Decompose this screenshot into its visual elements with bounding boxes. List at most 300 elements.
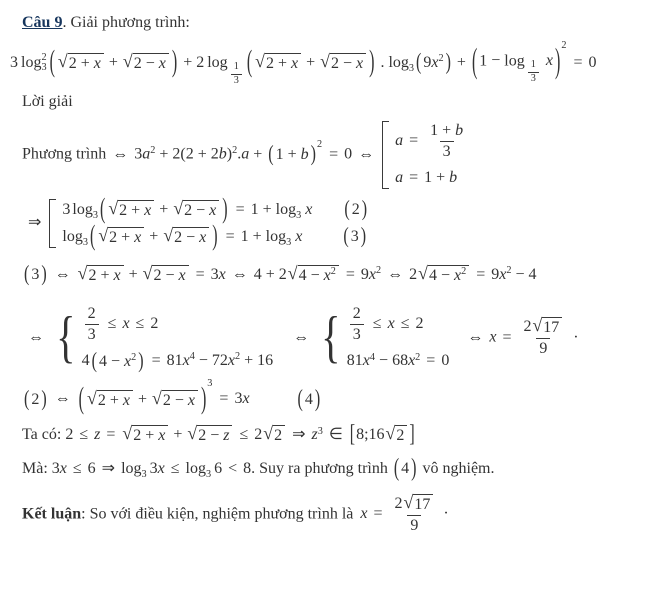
variable: z	[94, 426, 101, 444]
relation: =	[476, 265, 486, 283]
group-content	[85, 389, 200, 411]
text: 2	[506, 265, 512, 277]
text: 3	[408, 63, 415, 75]
radicand	[133, 53, 169, 73]
text: ·	[573, 328, 579, 346]
variable: a	[142, 145, 151, 163]
relation: =	[502, 328, 512, 346]
group-content	[422, 52, 444, 74]
radicand	[330, 53, 366, 73]
radical-sign: √	[98, 225, 109, 246]
variable: a	[395, 169, 404, 187]
operator: +	[265, 265, 275, 283]
numerator	[350, 304, 364, 324]
operator: +	[159, 145, 169, 163]
parenthesized-group	[78, 378, 213, 416]
text: 3	[31, 266, 40, 284]
variable: b	[449, 169, 458, 187]
variable: b	[218, 145, 227, 163]
group-content	[400, 458, 410, 480]
radicand	[152, 265, 188, 285]
text: vô nghiệm.	[418, 459, 495, 477]
text: Lời giải	[22, 93, 73, 111]
text: 3	[317, 425, 323, 437]
text: 2	[210, 145, 219, 163]
operator: +	[456, 53, 466, 71]
variable: x	[362, 352, 370, 370]
relation: ⇔	[293, 328, 310, 346]
relation: ⇔	[231, 265, 248, 283]
radicand	[273, 425, 285, 445]
left-square-bracket	[49, 199, 56, 248]
text: 2	[97, 391, 106, 409]
text: 16	[257, 352, 274, 370]
square-root	[255, 53, 301, 73]
operator: +	[253, 145, 263, 163]
text: 2	[88, 267, 97, 285]
variable: x	[360, 505, 368, 523]
radical-sign: √	[173, 198, 184, 219]
superscript	[131, 353, 136, 363]
operator: +	[159, 201, 169, 219]
subscript	[142, 470, 147, 480]
radicand	[183, 200, 219, 220]
text: 81	[166, 352, 183, 370]
square-root	[418, 265, 469, 285]
relation: =	[329, 145, 339, 163]
variable: x	[387, 315, 395, 333]
parenthesized-group	[342, 226, 367, 248]
left-curly-brace: {	[56, 305, 76, 369]
relation: ≤	[72, 459, 82, 477]
variable: x	[218, 265, 226, 283]
text: 1	[275, 146, 284, 164]
equation-step-6	[22, 421, 659, 448]
text: 4	[81, 352, 90, 370]
text: log	[72, 200, 93, 218]
equation-step-4	[22, 304, 659, 372]
left-curly-brace: {	[321, 305, 341, 369]
radical-sign: √	[385, 423, 396, 444]
superscript	[235, 352, 240, 362]
text: 2	[396, 427, 405, 445]
operator: +	[306, 54, 316, 72]
fence-open-paren: (	[91, 349, 97, 373]
case-row	[395, 121, 469, 162]
relation: =	[373, 505, 383, 523]
variable: x	[158, 55, 166, 73]
text: 2	[409, 265, 418, 283]
group-content	[106, 199, 221, 221]
square-root	[173, 200, 219, 220]
variable: x	[545, 52, 553, 70]
case-rows	[395, 121, 469, 189]
text: 2	[153, 267, 162, 285]
operator: +	[149, 228, 159, 246]
denominator	[350, 324, 364, 345]
operator: −	[145, 55, 155, 73]
variable: x	[356, 55, 364, 73]
text: log	[21, 53, 42, 71]
text: 2	[278, 265, 287, 283]
parenthesized-group	[415, 52, 452, 74]
relation: ≤	[400, 315, 410, 333]
group-content	[30, 389, 40, 411]
relation: ∈	[328, 426, 343, 444]
text: 1	[250, 200, 259, 218]
text: log	[388, 53, 409, 71]
group-exponent	[317, 140, 322, 150]
square-root	[86, 387, 133, 410]
parenthesized-group	[23, 264, 48, 286]
text: 3	[530, 72, 536, 84]
text: 4	[253, 265, 262, 283]
radical-sign: √	[403, 492, 414, 513]
text: 2	[438, 53, 444, 65]
case-row	[347, 350, 450, 372]
superscript	[150, 146, 155, 156]
text: 3	[41, 62, 47, 74]
text: 1	[240, 227, 249, 245]
relation: ⇒	[292, 426, 306, 444]
parenthesized-group	[49, 46, 179, 79]
fence-open-paren: (	[24, 387, 30, 411]
operator: +	[137, 390, 147, 408]
variable: x	[431, 54, 439, 72]
variable: x	[242, 390, 250, 408]
radical-sign: √	[163, 225, 174, 246]
text: 2	[131, 351, 137, 363]
variable: x	[368, 265, 377, 283]
variable: b	[300, 146, 309, 164]
fence-close-paren: )	[411, 455, 417, 483]
fence-open-bracket: [	[349, 421, 356, 448]
text: 2	[561, 40, 567, 52]
text: 3	[92, 210, 98, 222]
text: 9	[423, 54, 432, 72]
text: 2	[274, 427, 283, 445]
problem-heading	[22, 12, 659, 34]
text: 0	[588, 53, 597, 71]
radical-sign: √	[108, 198, 119, 219]
superscript	[415, 353, 420, 363]
variable: x	[454, 267, 462, 285]
radicand	[265, 53, 301, 73]
operator: −	[379, 352, 389, 370]
text: log	[121, 459, 142, 477]
subscript	[286, 238, 291, 248]
relation: ⇔	[467, 328, 484, 346]
variable: x	[323, 267, 331, 285]
group-exponent	[561, 41, 566, 51]
fence-close-paren: )	[138, 349, 144, 373]
fence-open-paren: (	[24, 262, 30, 287]
operator: +	[262, 200, 272, 218]
denominator	[528, 72, 539, 86]
text: 3	[210, 265, 219, 283]
equation-step-5	[22, 378, 659, 416]
equation-step-2	[22, 194, 659, 252]
fence-open-paren: (	[49, 46, 55, 79]
text: 2	[41, 51, 47, 63]
parenthesized-group	[246, 46, 376, 79]
superscript	[506, 266, 511, 276]
text: log	[265, 227, 287, 245]
text: 2	[352, 305, 361, 323]
fence-open-paren: (	[393, 455, 400, 483]
square-root	[404, 494, 434, 514]
fraction	[392, 494, 438, 536]
relation: =	[573, 53, 583, 71]
operator: +	[108, 54, 118, 72]
operator: +	[244, 352, 254, 370]
radical-sign: √	[122, 51, 133, 72]
text: log	[275, 200, 297, 218]
numerator	[231, 61, 242, 74]
text: 9	[360, 265, 369, 283]
operator: −	[110, 352, 121, 370]
variable: x	[227, 352, 235, 370]
text: 3	[296, 210, 302, 222]
relation: =	[426, 352, 436, 370]
parenthesized-group	[297, 386, 322, 412]
relation: ≤	[79, 426, 89, 444]
superscript	[376, 266, 381, 276]
square-root	[320, 53, 366, 73]
text: 2(2	[172, 145, 194, 163]
square-root	[108, 200, 154, 220]
relation: ⇔	[387, 265, 404, 283]
case-row	[82, 304, 273, 345]
text: .	[237, 145, 242, 163]
case-row	[82, 350, 273, 372]
relation: ⇔	[358, 145, 375, 163]
case-row	[395, 167, 469, 189]
operator: +	[131, 202, 141, 220]
numerator	[392, 494, 438, 515]
case-rows	[62, 194, 369, 252]
text: 3	[149, 459, 158, 477]
superscript	[438, 54, 443, 64]
text: 3	[141, 469, 147, 481]
text: 2	[31, 390, 40, 408]
radical-sign: √	[320, 51, 330, 72]
text: 2	[254, 426, 263, 444]
operator: −	[165, 267, 175, 285]
variable: x	[157, 459, 165, 477]
operator: +	[173, 426, 183, 444]
fraction	[528, 59, 539, 86]
text: 2	[351, 201, 360, 219]
variable: x	[122, 315, 130, 333]
radicand	[298, 265, 339, 285]
fence-close-paren: )	[369, 46, 375, 79]
parenthesized-group	[23, 389, 48, 411]
variable: x	[295, 227, 303, 245]
square-root	[187, 425, 232, 445]
superscript	[190, 352, 195, 362]
case-rows	[347, 304, 450, 372]
text: 2	[68, 55, 77, 73]
text: 3	[87, 326, 96, 344]
fence-close-paren: )	[200, 382, 207, 416]
variable: a	[395, 132, 404, 150]
radicand	[413, 494, 433, 514]
square-root	[263, 425, 285, 445]
radicand	[173, 227, 209, 247]
text: )	[226, 145, 233, 163]
subscript	[206, 470, 211, 480]
fence-close-paren: )	[310, 142, 316, 167]
text: 2	[196, 53, 205, 71]
fraction	[231, 61, 242, 88]
radical-sign: √	[142, 263, 153, 284]
parenthesized-group	[91, 351, 145, 373]
text: 3	[442, 143, 451, 161]
operator: +	[128, 265, 138, 283]
text: log	[207, 53, 228, 71]
text: 4	[428, 267, 437, 285]
variable: x	[182, 352, 190, 370]
text: 17	[414, 496, 431, 514]
operator: +	[197, 145, 207, 163]
text: Kết luận	[22, 505, 82, 523]
case-row	[62, 194, 369, 225]
text: 8;16	[356, 426, 385, 444]
text: 1	[233, 61, 239, 73]
text: Mà:	[22, 459, 52, 477]
text: 81	[346, 352, 363, 370]
fence-close-paren: )	[212, 221, 218, 252]
text: 2	[150, 144, 156, 156]
text: 6	[214, 459, 223, 477]
operator: +	[252, 227, 262, 245]
square-root	[163, 227, 209, 247]
relation: ≤	[107, 315, 117, 333]
relation: =	[409, 132, 419, 150]
square-root	[122, 425, 168, 445]
variable: z	[223, 427, 230, 445]
group-content	[478, 50, 554, 84]
text: 2	[330, 55, 339, 73]
radical-sign: √	[77, 263, 88, 284]
variable: b	[455, 122, 464, 140]
alternatives-bracket-group	[382, 121, 469, 189]
system-brace-group	[317, 304, 449, 372]
relation: =	[151, 352, 161, 370]
group-content	[98, 351, 137, 373]
variable: x	[59, 459, 67, 477]
text: 3	[51, 459, 60, 477]
text: 3	[62, 200, 71, 218]
fence-open-paren: (	[416, 50, 422, 75]
group-content	[56, 52, 171, 74]
variable: x	[489, 328, 497, 346]
fraction	[520, 317, 566, 359]
variable: x	[199, 229, 207, 247]
conclusion-line	[22, 494, 659, 536]
relation: <	[228, 459, 238, 477]
operator: +	[109, 391, 119, 409]
fence-close-paren: )	[361, 197, 368, 222]
numerator	[520, 317, 566, 338]
superscript	[461, 267, 466, 277]
fence-close-paren: )	[41, 387, 47, 411]
subscript	[296, 211, 301, 221]
left-square-bracket	[382, 121, 389, 189]
text: 9	[491, 265, 500, 283]
numerator	[427, 121, 466, 141]
relation: ⇒	[101, 459, 116, 477]
text: Câu 9	[22, 14, 63, 31]
equation-step-3	[22, 264, 659, 286]
fence-open-paren: (	[78, 382, 84, 416]
text: 2	[376, 265, 382, 277]
text: . Suy ra phương trình	[251, 459, 392, 477]
relation: =	[219, 390, 229, 408]
parenthesized-group	[267, 138, 323, 167]
text: 2	[316, 138, 323, 150]
subscript	[525, 59, 542, 86]
relation: ≤	[135, 315, 145, 333]
text: : So với điều kiện, nghiệm phương trình là	[81, 505, 358, 523]
text: 4	[98, 352, 107, 370]
fence-open-paren: (	[297, 386, 303, 412]
operator: −	[198, 352, 208, 370]
variable: x	[408, 352, 416, 370]
variable: x	[305, 200, 313, 218]
solution-label	[22, 91, 659, 113]
text: . Giải phương trình:	[62, 14, 190, 31]
square-root	[123, 53, 169, 73]
text: Ta có:	[22, 426, 66, 444]
text: 0	[441, 352, 450, 370]
fence-open-paren: (	[89, 221, 96, 252]
text: 2	[119, 202, 128, 220]
operator: +	[287, 146, 297, 164]
numerator	[85, 304, 99, 324]
text: 72	[211, 352, 228, 370]
subscript	[409, 64, 414, 74]
fence-close-paren: )	[314, 386, 321, 412]
numerator	[528, 59, 539, 72]
denominator	[85, 324, 99, 345]
text: 9	[410, 516, 419, 534]
parenthesized-group	[343, 199, 368, 221]
variable: x	[209, 202, 217, 220]
system-brace-group	[52, 304, 273, 372]
text: 2	[174, 229, 183, 247]
denominator	[231, 74, 242, 88]
group-content	[275, 144, 310, 166]
operator: .	[380, 53, 385, 71]
group-content	[253, 52, 368, 74]
text: 4	[304, 390, 313, 408]
relation: ⇔	[54, 265, 71, 283]
radicand	[87, 265, 123, 285]
text: 2	[133, 427, 142, 445]
group-content	[350, 226, 360, 248]
variable: z	[311, 426, 318, 444]
operator: −	[174, 391, 184, 409]
fence-open-paren: (	[343, 224, 349, 249]
denominator	[440, 141, 454, 162]
relation: =	[409, 169, 419, 187]
fence-open-paren: (	[344, 197, 350, 222]
case-row	[347, 304, 450, 345]
operator: +	[277, 55, 287, 73]
text: 1	[430, 122, 439, 140]
